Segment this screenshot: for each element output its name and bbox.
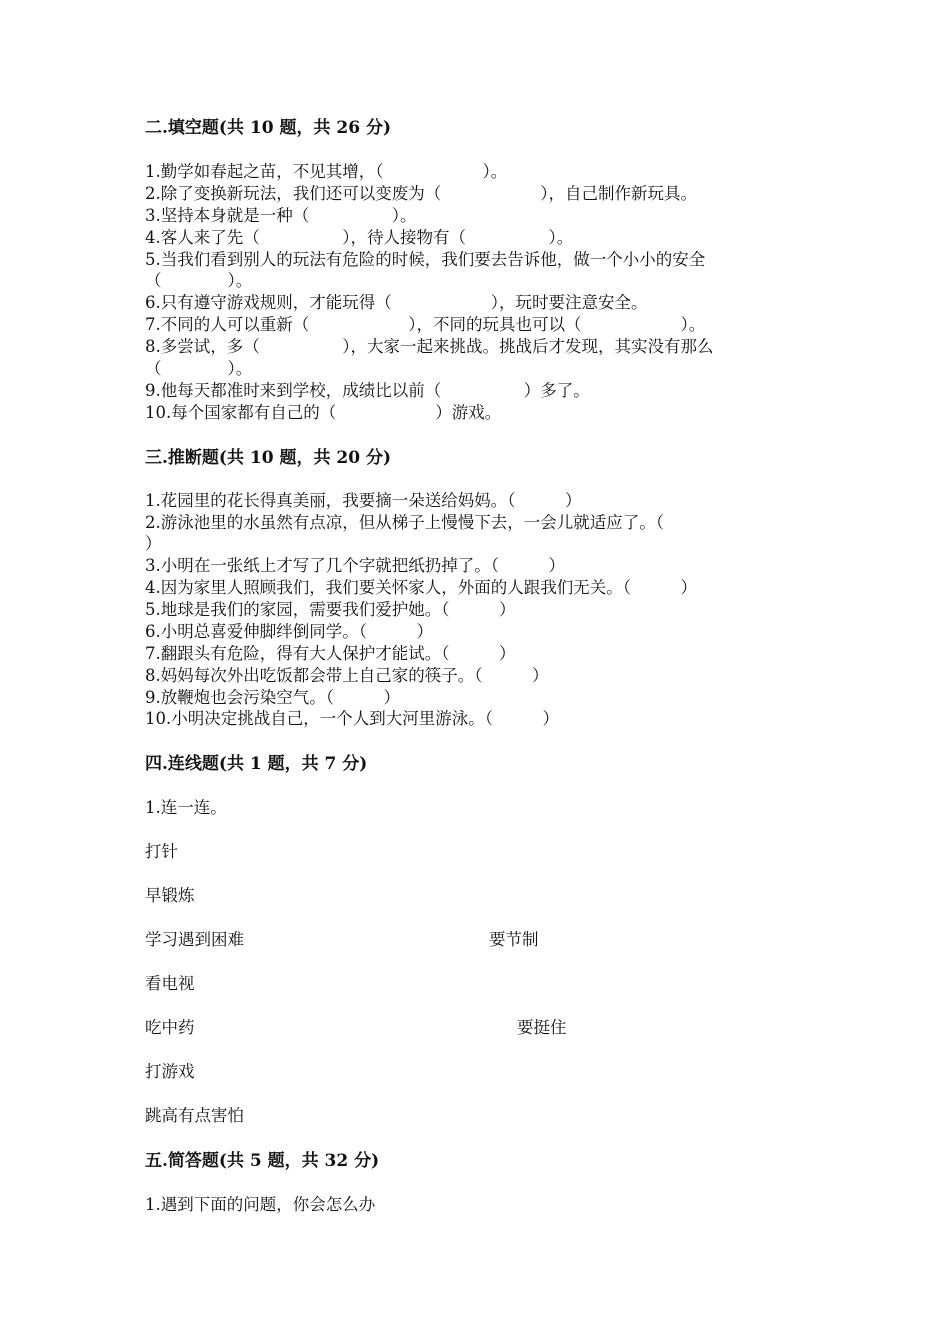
matching-left-item: 跳高有点害怕 [145,1106,244,1125]
fill-blank-question: 9.他每天都准时来到学校，成绩比以前（ ）多了。 [145,381,590,400]
judgement-question: 1.花园里的花长得真美丽，我要摘一朵送给妈妈。（ ） [145,491,582,510]
fill-blank-question: 1.勤学如春起之苗，不见其增，（ ）。 [145,162,508,181]
fill-blank-question: 3.坚持本身就是一种（ ）。 [145,206,417,225]
section-heading-fill-blank: 二.填空题(共 10 题，共 26 分) [145,118,391,138]
judgement-question: 2.游泳池里的水虽然有点凉，但从梯子上慢慢下去，一会儿就适应了。（ [145,513,664,532]
matching-left-item: 早锻炼 [145,886,195,905]
matching-left-item: 吃中药 [145,1018,195,1037]
judgement-question: 10.小明决定挑战自己，一个人到大河里游泳。（ ） [145,709,559,728]
judgement-question: 4.因为家里人照顾我们，我们要关怀家人，外面的人跟我们无关。（ ） [145,578,697,597]
fill-blank-question: 5.当我们看到别人的玩法有危险的时候，我们要去告诉他，做一个小小的安全 [145,250,706,269]
judgement-question: 8.妈妈每次外出吃饭都会带上自己家的筷子。（ ） [145,666,549,685]
fill-blank-question: 10.每个国家都有自己的（ ）游戏。 [145,403,502,422]
short-answer-question: 1.遇到下面的问题，你会怎么办 [145,1195,376,1214]
fill-blank-question: 8.多尝试，多（ ），大家一起来挑战。挑战后才发现，其实没有那么 [145,337,714,356]
section-heading-short-answer: 五.简答题(共 5 题，共 32 分) [145,1151,380,1171]
matching-question: 1.连一连。 [145,798,227,817]
matching-left-item: 打针 [145,842,178,861]
fill-blank-question-continued: （ ）。 [145,271,253,290]
matching-right-item: 要节制 [489,930,539,949]
fill-blank-question: 2.除了变换新玩法，我们还可以变废为（ ），自己制作新玩具。 [145,184,697,203]
judgement-question: 7.翻跟头有危险，得有大人保护才能试。（ ） [145,644,516,663]
matching-left-item: 看电视 [145,974,195,993]
judgement-question: 3.小明在一张纸上才写了几个字就把纸扔掉了。（ ） [145,556,565,575]
judgement-question: 5.地球是我们的家园，需要我们爱护她。（ ） [145,600,516,619]
fill-blank-question: 6.只有遵守游戏规则，才能玩得（ ），玩时要注意安全。 [145,293,648,312]
judgement-question: 6.小明总喜爱伸脚绊倒同学。（ ） [145,622,433,641]
section-heading-judgement: 三.推断题(共 10 题，共 20 分) [145,448,391,468]
matching-right-item: 要挺住 [517,1018,567,1037]
section-heading-matching: 四.连线题(共 1 题，共 7 分) [145,754,368,774]
matching-left-item: 打游戏 [145,1062,195,1081]
fill-blank-question: 7.不同的人可以重新（ ），不同的玩具也可以（ ）。 [145,315,706,334]
fill-blank-question-continued: （ ）。 [145,359,253,378]
fill-blank-question: 4.客人来了先（ ），待人接物有（ ）。 [145,228,574,247]
matching-left-item: 学习遇到困难 [145,930,244,949]
judgement-question: 9.放鞭炮也会污染空气。（ ） [145,688,400,707]
judgement-question-continued: ） [145,534,162,553]
